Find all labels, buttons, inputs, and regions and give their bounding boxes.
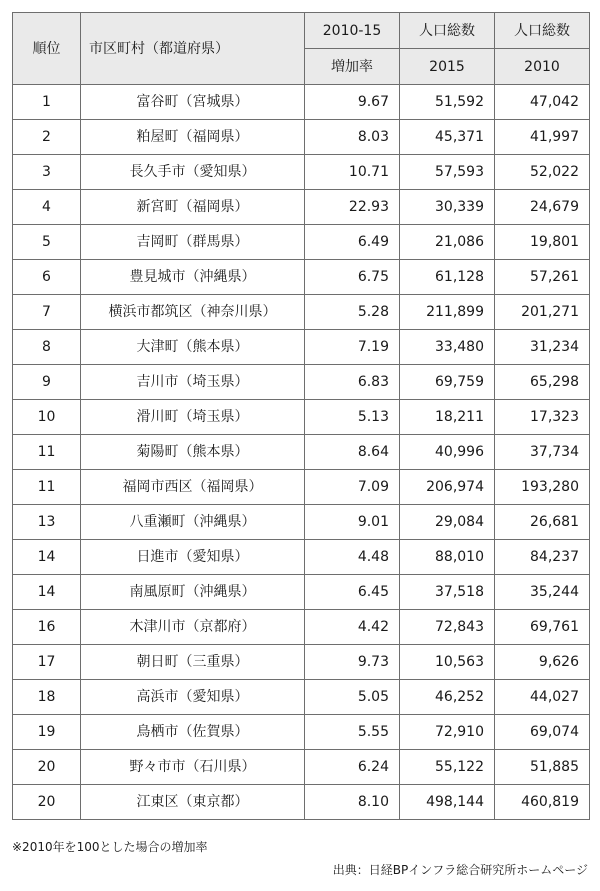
cell-population-2010: 9,626 <box>495 645 590 680</box>
cell-population-2015: 88,010 <box>400 540 495 575</box>
cell-population-2010: 57,261 <box>495 260 590 295</box>
cell-municipality: 野々市市（石川県） <box>81 750 305 785</box>
cell-population-2010: 19,801 <box>495 225 590 260</box>
cell-municipality: 吉岡町（群馬県） <box>81 225 305 260</box>
cell-municipality: 朝日町（三重県） <box>81 645 305 680</box>
table-row <box>13 505 590 540</box>
cell-municipality: 横浜市都筑区（神奈川県） <box>81 295 305 330</box>
cell-municipality: 新宮町（福岡県） <box>81 190 305 225</box>
cell-growth-rate: 8.10 <box>305 785 400 820</box>
header-municipality: 市区町村（都道府県） <box>81 13 305 85</box>
cell-rank: 11 <box>13 435 81 470</box>
cell-population-2010: 51,885 <box>495 750 590 785</box>
cell-rank: 14 <box>13 540 81 575</box>
cell-growth-rate: 6.49 <box>305 225 400 260</box>
header-year-2015: 2015 <box>400 49 495 85</box>
cell-population-2015: 21,086 <box>400 225 495 260</box>
cell-rank: 1 <box>13 85 81 120</box>
cell-population-2015: 10,563 <box>400 645 495 680</box>
cell-growth-rate: 7.19 <box>305 330 400 365</box>
cell-rank: 13 <box>13 505 81 540</box>
cell-growth-rate: 5.55 <box>305 715 400 750</box>
table-row <box>13 85 590 120</box>
table-row <box>13 225 590 260</box>
cell-population-2010: 37,734 <box>495 435 590 470</box>
cell-municipality: 高浜市（愛知県） <box>81 680 305 715</box>
cell-population-2010: 84,237 <box>495 540 590 575</box>
cell-growth-rate: 8.03 <box>305 120 400 155</box>
cell-municipality: 南風原町（沖縄県） <box>81 575 305 610</box>
table-row <box>13 120 590 155</box>
table-row <box>13 470 590 505</box>
cell-municipality: 福岡市西区（福岡県） <box>81 470 305 505</box>
cell-population-2010: 65,298 <box>495 365 590 400</box>
table-header <box>13 13 590 85</box>
cell-growth-rate: 22.93 <box>305 190 400 225</box>
cell-population-2010: 35,244 <box>495 575 590 610</box>
cell-population-2015: 61,128 <box>400 260 495 295</box>
cell-rank: 20 <box>13 785 81 820</box>
table-row <box>13 645 590 680</box>
cell-population-2010: 460,819 <box>495 785 590 820</box>
cell-municipality: 滑川町（埼玉県） <box>81 400 305 435</box>
cell-rank: 8 <box>13 330 81 365</box>
cell-population-2015: 55,122 <box>400 750 495 785</box>
table-row <box>13 155 590 190</box>
cell-rank: 5 <box>13 225 81 260</box>
header-year-2010: 2010 <box>495 49 590 85</box>
cell-growth-rate: 9.73 <box>305 645 400 680</box>
table-row <box>13 680 590 715</box>
population-growth-table <box>12 12 590 820</box>
cell-population-2015: 57,593 <box>400 155 495 190</box>
table-row <box>13 190 590 225</box>
source-credit: 出典：日経BPインフラ総合研究所ホームページ <box>332 863 588 877</box>
cell-growth-rate: 6.24 <box>305 750 400 785</box>
cell-population-2010: 26,681 <box>495 505 590 540</box>
table-row <box>13 330 590 365</box>
cell-municipality: 粕屋町（福岡県） <box>81 120 305 155</box>
cell-population-2015: 498,144 <box>400 785 495 820</box>
cell-population-2015: 211,899 <box>400 295 495 330</box>
table-row <box>13 540 590 575</box>
cell-growth-rate: 9.67 <box>305 85 400 120</box>
table-row <box>13 435 590 470</box>
cell-rank: 18 <box>13 680 81 715</box>
cell-population-2010: 17,323 <box>495 400 590 435</box>
cell-growth-rate: 5.05 <box>305 680 400 715</box>
cell-growth-rate: 9.01 <box>305 505 400 540</box>
cell-population-2010: 44,027 <box>495 680 590 715</box>
cell-population-2015: 40,996 <box>400 435 495 470</box>
cell-growth-rate: 5.28 <box>305 295 400 330</box>
header-rank: 順位 <box>13 13 81 85</box>
cell-population-2015: 33,480 <box>400 330 495 365</box>
cell-growth-rate: 5.13 <box>305 400 400 435</box>
cell-population-2010: 201,271 <box>495 295 590 330</box>
cell-rank: 9 <box>13 365 81 400</box>
cell-municipality: 吉川市（埼玉県） <box>81 365 305 400</box>
cell-growth-rate: 4.48 <box>305 540 400 575</box>
cell-rank: 17 <box>13 645 81 680</box>
cell-population-2010: 41,997 <box>495 120 590 155</box>
cell-population-2015: 46,252 <box>400 680 495 715</box>
cell-rank: 14 <box>13 575 81 610</box>
cell-population-2010: 193,280 <box>495 470 590 505</box>
cell-population-2010: 69,074 <box>495 715 590 750</box>
cell-municipality: 大津町（熊本県） <box>81 330 305 365</box>
cell-municipality: 八重瀬町（沖縄県） <box>81 505 305 540</box>
table-row <box>13 260 590 295</box>
cell-population-2015: 45,371 <box>400 120 495 155</box>
cell-population-2010: 47,042 <box>495 85 590 120</box>
cell-municipality: 木津川市（京都府） <box>81 610 305 645</box>
header-rate-period: 2010-15 <box>305 13 400 49</box>
cell-rank: 19 <box>13 715 81 750</box>
cell-population-2010: 31,234 <box>495 330 590 365</box>
cell-municipality: 江東区（東京都） <box>81 785 305 820</box>
cell-population-2015: 69,759 <box>400 365 495 400</box>
cell-population-2010: 24,679 <box>495 190 590 225</box>
cell-population-2010: 52,022 <box>495 155 590 190</box>
header-rate-label: 増加率 <box>305 49 400 85</box>
cell-growth-rate: 6.83 <box>305 365 400 400</box>
cell-municipality: 日進市（愛知県） <box>81 540 305 575</box>
cell-municipality: 菊陽町（熊本県） <box>81 435 305 470</box>
table-row <box>13 575 590 610</box>
cell-rank: 11 <box>13 470 81 505</box>
cell-rank: 16 <box>13 610 81 645</box>
cell-population-2010: 69,761 <box>495 610 590 645</box>
footnote: ※2010年を100とした場合の増加率 <box>12 840 208 854</box>
cell-municipality: 富谷町（宮城県） <box>81 85 305 120</box>
cell-population-2015: 30,339 <box>400 190 495 225</box>
table-row <box>13 365 590 400</box>
cell-population-2015: 37,518 <box>400 575 495 610</box>
cell-growth-rate: 4.42 <box>305 610 400 645</box>
header-row-1 <box>13 13 590 49</box>
cell-population-2015: 72,910 <box>400 715 495 750</box>
cell-municipality: 豊見城市（沖縄県） <box>81 260 305 295</box>
table-row <box>13 715 590 750</box>
cell-rank: 3 <box>13 155 81 190</box>
cell-rank: 4 <box>13 190 81 225</box>
cell-rank: 10 <box>13 400 81 435</box>
cell-growth-rate: 7.09 <box>305 470 400 505</box>
cell-rank: 7 <box>13 295 81 330</box>
cell-growth-rate: 6.45 <box>305 575 400 610</box>
cell-growth-rate: 10.71 <box>305 155 400 190</box>
cell-municipality: 鳥栖市（佐賀県） <box>81 715 305 750</box>
table-row <box>13 610 590 645</box>
cell-population-2015: 29,084 <box>400 505 495 540</box>
cell-population-2015: 72,843 <box>400 610 495 645</box>
table-row <box>13 295 590 330</box>
cell-growth-rate: 8.64 <box>305 435 400 470</box>
header-pop-2015-label: 人口総数 <box>400 13 495 49</box>
table-row <box>13 400 590 435</box>
cell-population-2015: 206,974 <box>400 470 495 505</box>
cell-municipality: 長久手市（愛知県） <box>81 155 305 190</box>
table-body <box>13 85 590 820</box>
cell-rank: 6 <box>13 260 81 295</box>
cell-population-2015: 18,211 <box>400 400 495 435</box>
header-pop-2010-label: 人口総数 <box>495 13 590 49</box>
cell-rank: 20 <box>13 750 81 785</box>
table-row <box>13 750 590 785</box>
table-row <box>13 785 590 820</box>
cell-rank: 2 <box>13 120 81 155</box>
cell-population-2015: 51,592 <box>400 85 495 120</box>
cell-growth-rate: 6.75 <box>305 260 400 295</box>
